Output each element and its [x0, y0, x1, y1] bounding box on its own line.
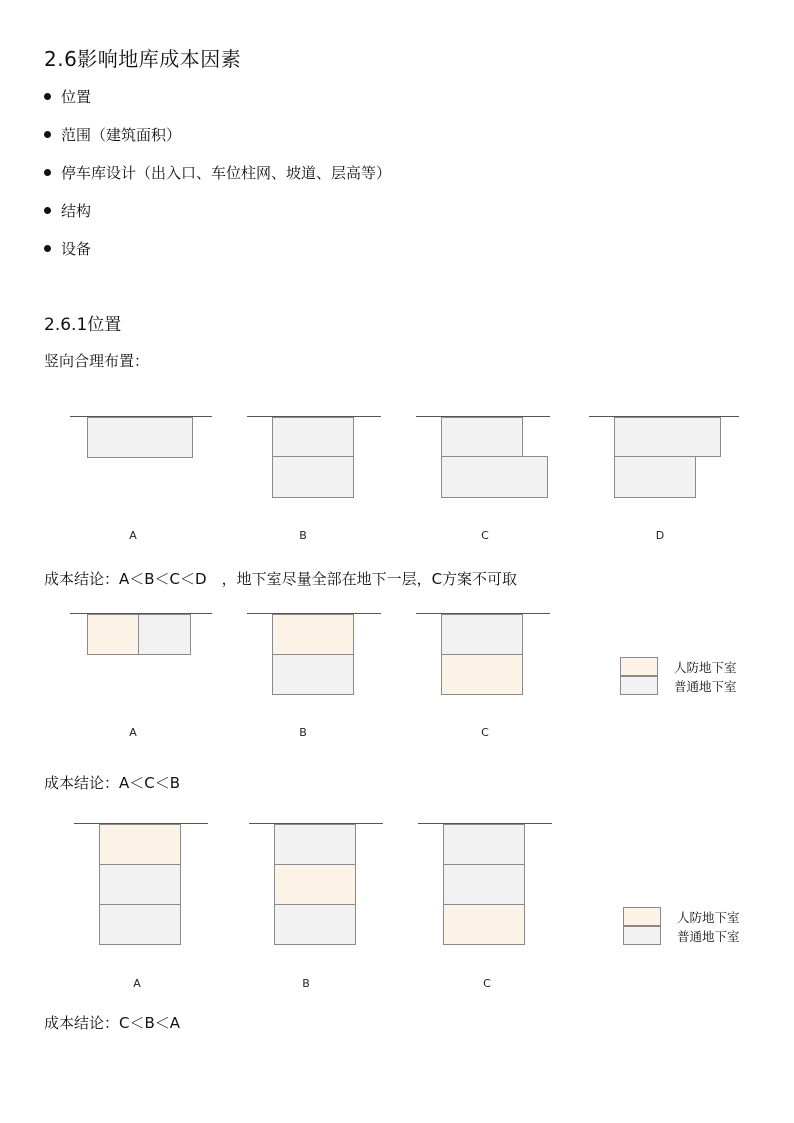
civil-defense-basement: [272, 614, 354, 655]
normal-basement: [443, 824, 525, 865]
bullet-dot-icon: [44, 207, 51, 214]
conclusion-text: 成本结论：C＜B＜A: [44, 1014, 181, 1032]
bullet-item: 位置: [44, 86, 91, 107]
legend-label-civil-defense: 人防地下室: [674, 660, 737, 675]
legend-label-normal: 普通地下室: [677, 929, 740, 944]
legend-swatch-civil-defense: [623, 907, 661, 926]
option-label: B: [299, 529, 307, 542]
conclusion-text: 成本结论：A＜B＜C＜D ，地下室尽量全部在地下一层，C方案不可取: [44, 570, 518, 588]
civil-defense-basement: [274, 864, 356, 905]
bullet-item: 设备: [44, 238, 91, 259]
civil-defense-basement: [99, 824, 181, 865]
conclusion-text: 成本结论：A＜C＜B: [44, 774, 181, 792]
normal-basement: [443, 864, 525, 905]
section-heading: 2.6影响地库成本因素: [44, 47, 242, 71]
option-label: C: [483, 977, 491, 990]
option-label: D: [655, 529, 665, 542]
normal-basement: [441, 614, 523, 655]
bullet-dot-icon: [44, 169, 51, 176]
bullet-item: 停车库设计（出入口、车位柱网、坡道、层高等）: [44, 162, 391, 183]
bullet-item: 范围（建筑面积）: [44, 124, 181, 145]
basement-level-2: [272, 456, 354, 498]
civil-defense-basement: [87, 614, 139, 655]
normal-basement: [138, 614, 191, 655]
bullet-item: 结构: [44, 200, 91, 221]
basement-level-1: [87, 417, 193, 458]
normal-basement: [272, 654, 354, 695]
option-label: A: [129, 726, 137, 739]
basement-level-2: [614, 456, 696, 498]
civil-defense-basement: [443, 904, 525, 945]
legend-label-civil-defense: 人防地下室: [677, 910, 740, 925]
option-label: B: [299, 726, 307, 739]
basement-level-2: [441, 456, 548, 498]
legend-swatch-normal: [620, 676, 658, 695]
option-label: A: [129, 529, 137, 542]
legend-label-normal: 普通地下室: [674, 679, 737, 694]
basement-level-1: [614, 417, 721, 457]
basement-level-1: [272, 417, 354, 457]
subsection-heading: 2.6.1位置: [44, 315, 122, 335]
legend-swatch-civil-defense: [620, 657, 658, 676]
civil-defense-basement: [441, 654, 523, 695]
option-label: C: [481, 529, 489, 542]
normal-basement: [274, 904, 356, 945]
bullet-dot-icon: [44, 131, 51, 138]
intro-text: 竖向合理布置：: [44, 352, 150, 370]
bullet-dot-icon: [44, 245, 51, 252]
normal-basement: [99, 864, 181, 905]
legend-swatch-normal: [623, 926, 661, 945]
bullet-dot-icon: [44, 93, 51, 100]
basement-level-1: [441, 417, 523, 457]
option-label: B: [302, 977, 310, 990]
option-label: C: [481, 726, 489, 739]
normal-basement: [274, 824, 356, 865]
option-label: A: [133, 977, 141, 990]
normal-basement: [99, 904, 181, 945]
